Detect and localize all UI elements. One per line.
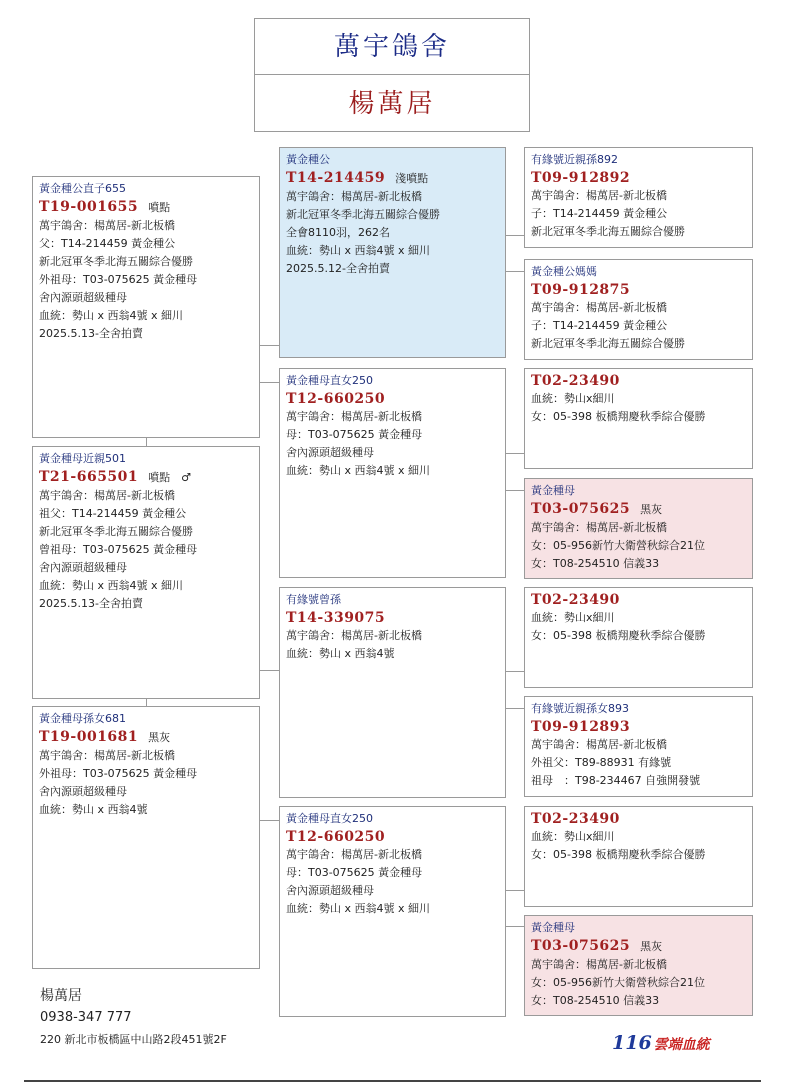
connector-line [505, 235, 525, 236]
pedigree-card-granddam-075625 [524, 478, 753, 579]
connector-line [259, 820, 280, 821]
pedigree-card-sire-2 [279, 587, 506, 798]
card-title: 有緣號近親孫892 [531, 153, 618, 166]
owner-contact [40, 985, 227, 1051]
card-detail-line: 外祖父：T89-88931 有緣號 [531, 756, 672, 769]
card-title: 有緣號近親孫女893 [531, 702, 629, 715]
card-detail-line: 女：05-398 板橋翔慶秋季綜合優勝 [531, 410, 706, 423]
card-detail-line: 母：T03-075625 黃金種母 [286, 866, 423, 879]
card-detail-line: 萬宇鴿舍：楊萬居-新北板橋 [286, 190, 422, 203]
card-detail-line: 萬宇鴿舍：楊萬居-新北板橋 [531, 301, 667, 314]
pedigree-card-grandsire-892 [524, 147, 753, 248]
feather-color: 黑灰 [148, 731, 171, 744]
card-detail-line: 女：T08-254510 信義33 [531, 994, 660, 1007]
card-detail-line: 2025.5.12-全舍拍賣 [286, 262, 390, 275]
ring-number: T02-23490 [531, 373, 620, 389]
pedigree-card-dam-2 [279, 806, 506, 1017]
ring-number-row [39, 468, 253, 487]
card-detail-line: 外祖母：T03-075625 黃金種母 [39, 767, 198, 780]
card-detail-line: 女：05-956新竹大衛營秋綜合21位 [531, 976, 705, 989]
card-detail-line: 萬宇鴿舍：楊萬居-新北板橋 [531, 521, 667, 534]
card-detail-line: 血統：勢山x細川 [531, 611, 615, 624]
feather-color: 黑灰 [640, 940, 663, 953]
ring-number: T12-660250 [286, 829, 386, 845]
feather-color: 噴點 [148, 201, 171, 214]
card-detail-line: 女：05-956新竹大衛營秋綜合21位 [531, 539, 705, 552]
card-detail-line: 母：T03-075625 黃金種母 [286, 428, 423, 441]
ring-number: T12-660250 [286, 391, 386, 407]
card-detail-line: 女：T08-254510 信義33 [531, 557, 660, 570]
card-detail-line: 萬宇鴿舍：楊萬居-新北板橋 [39, 749, 175, 762]
card-detail-line: 新北冠軍冬季北海五關綜合優勝 [39, 525, 193, 538]
ring-number-row [531, 810, 746, 828]
pedigree-card-granddam-893 [524, 696, 753, 797]
ring-number-row [531, 937, 746, 956]
pedigree-card-grandsire-23490-c [524, 806, 753, 907]
card-detail-line: 血統：勢山x細川 [531, 392, 615, 405]
card-title: 有緣號曾孫 [286, 593, 341, 606]
card-detail-line: 血統：勢山 x 西翁4號 x 細川 [286, 464, 431, 477]
card-detail-line: 新北冠軍冬季北海五關綜合優勝 [531, 225, 685, 238]
card-detail-line: 萬宇鴿舍：楊萬居-新北板橋 [531, 189, 667, 202]
card-title: 黃金種母近親501 [39, 452, 126, 465]
card-detail-line: 父：T14-214459 黃金種公 [39, 237, 176, 250]
card-detail-line: 萬宇鴿舍：楊萬居-新北板橋 [286, 629, 422, 642]
card-detail-line: 血統：勢山 x 西翁4號 [39, 803, 148, 816]
card-detail-line: 2025.5.13-全舍拍賣 [39, 327, 143, 340]
ring-number: T09-912892 [531, 170, 631, 186]
pedigree-card-granddam-875 [524, 259, 753, 360]
connector-line [505, 490, 525, 491]
ring-number-row [531, 281, 746, 299]
card-detail-line: 萬宇鴿舍：楊萬居-新北板橋 [39, 219, 175, 232]
ring-number: T21-665501 [39, 469, 139, 485]
ring-number-row [286, 828, 499, 846]
ring-number-row [286, 169, 499, 188]
card-title: 黃金種母 [531, 484, 575, 497]
card-detail-line: 子：T14-214459 黃金種公 [531, 207, 668, 220]
cloud-pedigree-logo [612, 1032, 710, 1054]
card-detail-line: 萬宇鴿舍：楊萬居-新北板橋 [286, 848, 422, 861]
ring-number-row [531, 718, 746, 736]
feather-color: 淺噴點 [395, 172, 429, 185]
connector-line [505, 926, 525, 927]
pedigree-card-dam [279, 368, 506, 578]
card-detail-line: 2025.5.13-全舍拍賣 [39, 597, 143, 610]
card-title: 黃金種公媽媽 [531, 265, 597, 278]
card-detail-line: 萬宇鴿舍：楊萬居-新北板橋 [531, 738, 667, 751]
connector-line [505, 271, 525, 272]
connector-line [259, 382, 280, 383]
owner-phone: 0938-347 777 [40, 1010, 132, 1025]
logo-text: 雲端血統 [653, 1037, 710, 1053]
ring-number: T14-339075 [286, 610, 386, 626]
ring-number: T02-23490 [531, 811, 620, 827]
ring-number-row [39, 198, 253, 217]
pedigree-card-sibling-681 [32, 706, 260, 969]
card-detail-line: 祖父：T14-214459 黃金種公 [39, 507, 187, 520]
ring-number: T14-214459 [286, 170, 386, 186]
card-detail-line: 祖母 ：T98-234467 自強開發號 [531, 774, 701, 787]
ring-number: T03-075625 [531, 938, 631, 954]
ring-number-row [531, 372, 746, 390]
card-detail-line: 血統：勢山 x 西翁4號 x 細川 [39, 309, 184, 322]
feather-color: 黑灰 [640, 503, 663, 516]
card-detail-line: 舍內源頭超級種母 [39, 291, 127, 304]
ring-number-row [531, 169, 746, 187]
card-detail-line: 女：05-398 板橋翔慶秋季綜合優勝 [531, 629, 706, 642]
card-detail-line: 血統：勢山x細川 [531, 830, 615, 843]
ring-number-row [286, 390, 499, 408]
pedigree-card-sibling-501 [32, 446, 260, 699]
card-detail-line: 子：T14-214459 黃金種公 [531, 319, 668, 332]
card-detail-line: 血統：勢山 x 西翁4號 x 細川 [286, 244, 431, 257]
connector-line [505, 671, 525, 672]
owner-name-header: 楊萬居 [254, 74, 530, 132]
ring-number-row [531, 591, 746, 609]
card-detail-line: 女：05-398 板橋翔慶秋季綜合優勝 [531, 848, 706, 861]
card-detail-line: 新北冠軍冬季北海五關綜合優勝 [286, 208, 440, 221]
loft-name-header: 萬宇鴿舍 [254, 18, 530, 75]
card-detail-line: 舍內源頭超級種母 [39, 561, 127, 574]
ring-number: T19-001655 [39, 199, 139, 215]
card-detail-line: 血統：勢山 x 西翁4號 x 細川 [286, 902, 431, 915]
ring-number: T19-001681 [39, 729, 139, 745]
bottom-divider [24, 1080, 761, 1082]
card-detail-line: 舍內源頭超級種母 [286, 884, 374, 897]
card-detail-line: 血統：勢山 x 西翁4號 x 細川 [39, 579, 184, 592]
connector-line [505, 708, 525, 709]
connector-line [259, 345, 280, 346]
ring-number-row [286, 609, 499, 627]
ring-number: T03-075625 [531, 501, 631, 517]
card-title: 黃金種母 [531, 921, 575, 934]
card-title: 黃金種公直子655 [39, 182, 126, 195]
card-title: 黃金種公 [286, 153, 330, 166]
card-detail-line: 舍內源頭超級種母 [39, 785, 127, 798]
ring-number: T09-912893 [531, 719, 631, 735]
card-title: 黃金種母孫女681 [39, 712, 126, 725]
card-detail-line: 萬宇鴿舍：楊萬居-新北板橋 [286, 410, 422, 423]
pedigree-card-sire [279, 147, 506, 358]
ring-number: T02-23490 [531, 592, 620, 608]
card-detail-line: 新北冠軍冬季北海五關綜合優勝 [531, 337, 685, 350]
pedigree-card-subject [32, 176, 260, 438]
card-title: 黃金種母直女250 [286, 374, 373, 387]
pedigree-card-grandsire-23490 [524, 368, 753, 469]
ring-number-row [531, 500, 746, 519]
card-detail-line: 全會8110羽，262名 [286, 226, 390, 239]
card-detail-line: 曾祖母：T03-075625 黃金種母 [39, 543, 198, 556]
card-detail-line: 萬宇鴿舍：楊萬居-新北板橋 [39, 489, 175, 502]
ring-number-row [39, 728, 253, 747]
connector-line [505, 453, 525, 454]
card-detail-line: 萬宇鴿舍：楊萬居-新北板橋 [531, 958, 667, 971]
connector-line [505, 890, 525, 891]
card-detail-line: 新北冠軍冬季北海五關綜合優勝 [39, 255, 193, 268]
ring-number: T09-912875 [531, 282, 631, 298]
pedigree-card-grandsire-23490-b [524, 587, 753, 688]
card-detail-line: 血統：勢山 x 西翁4號 [286, 647, 395, 660]
connector-line [259, 670, 280, 671]
card-title: 黃金種母直女250 [286, 812, 373, 825]
card-detail-line: 外祖母：T03-075625 黃金種母 [39, 273, 198, 286]
pedigree-card-granddam-075625-b [524, 915, 753, 1016]
owner-address: 220 新北市板橋區中山路2段451號2F [40, 1033, 227, 1046]
card-detail-line: 舍內源頭超級種母 [286, 446, 374, 459]
feather-color: 噴點 ♂ [148, 471, 192, 484]
owner-name: 楊萬居 [40, 988, 82, 1004]
logo-number: 116 [612, 1032, 652, 1054]
